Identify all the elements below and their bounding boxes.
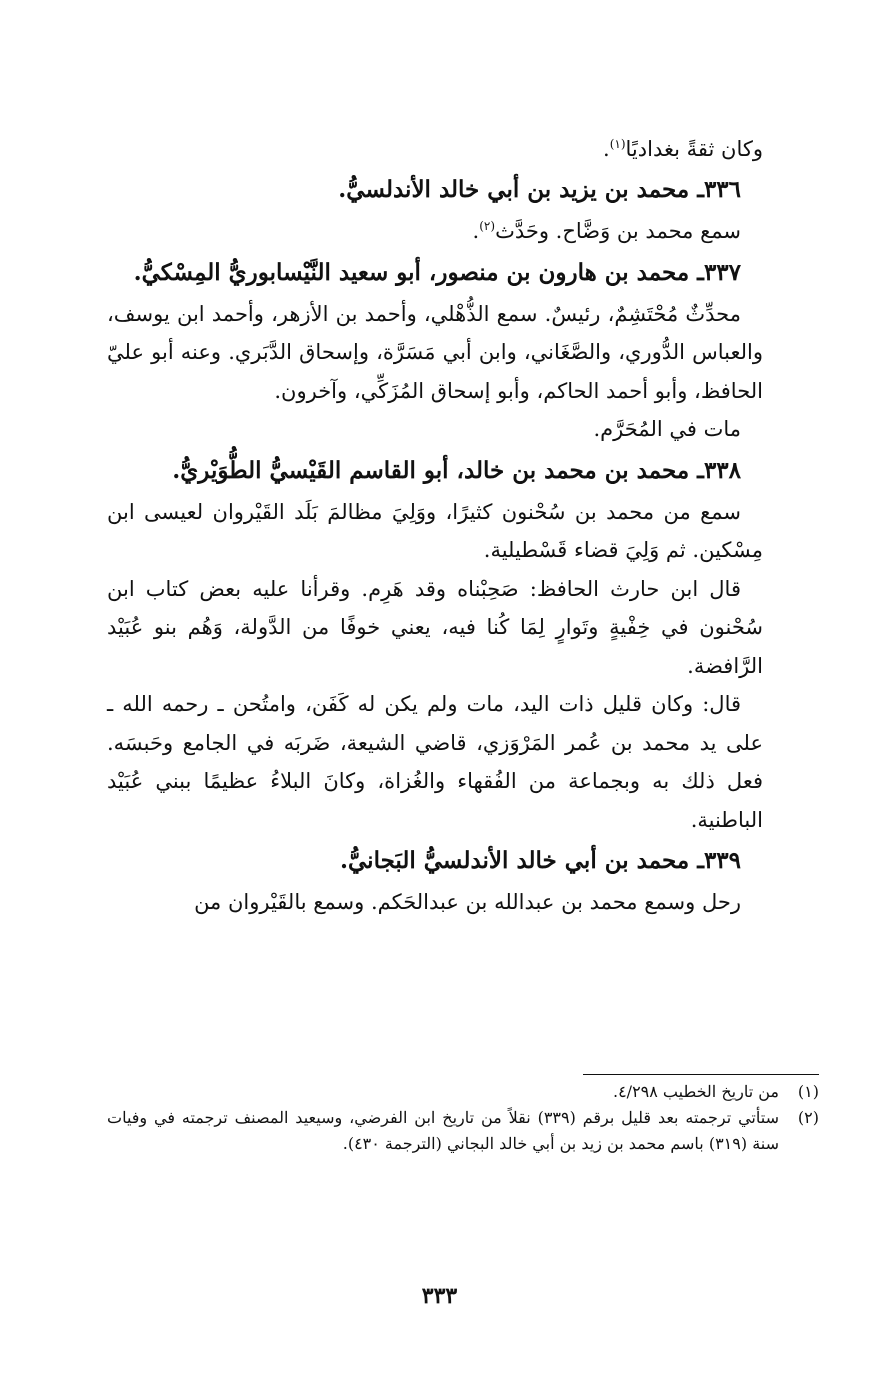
continuation-tail: .	[603, 137, 610, 161]
entry-336-text: سمع محمد بن وَضَّاح. وحَدَّث	[495, 219, 741, 243]
entry-336-body	[107, 212, 763, 251]
main-text	[107, 130, 763, 922]
footnote-text: ستأتي ترجمته بعد قليل برقم (٣٣٩) نقلاً من تاريخ ابن الفرضي، وسيعيد المصنف ترجمته في وفيات سنة (٣١٩) باسم محمد بن زيد بن أبي خالد البجاني (الترجمة ٤٣٠).	[107, 1108, 779, 1153]
entry-337-heading: ٣٣٧ـ محمد بن هارون بن منصور، أبو سعيد النَّيْسابوريُّ المِسْكيُّ.	[133, 258, 741, 286]
footnote-separator	[583, 1074, 819, 1075]
entry-339-heading: ٣٣٩ـ محمد بن أبي خالد الأندلسيُّ البَجانيُّ.	[339, 847, 741, 874]
footnote-number: (١)	[797, 1082, 819, 1101]
entry-337-body: محدِّثٌ مُحْتَشِمٌ، رئيسٌ. سمع الذُّهْلي، وأحمد بن الأزهر، وأحمد ابن يوسف، والعباس الدُّوري، والصَّغَاني، وابن أبي مَسَرَّة، وإسحاق الدَّبَري. وعنه أبو عليّ الحافظ، وأبو أحمد الحاكم، وأبو إسحاق المُزَكِّي، وآخرون.	[107, 301, 763, 403]
footnote-text: من تاريخ الخطيب ٤/٢٩٨.	[612, 1082, 779, 1101]
footnote-ref-2: (٢)	[479, 219, 496, 233]
footnote-2	[107, 1105, 819, 1157]
entry-339-body: رحل وسمع محمد بن عبدالله بن عبدالحَكم. وسمع بالقَيْروان من	[194, 890, 741, 914]
entry-337-death: مات في المُحَرَّم.	[593, 417, 741, 441]
footnote-1	[107, 1079, 819, 1105]
entry-338-body-3: قال: وكان قليل ذات اليد، مات ولم يكن له كَفَن، وامتُحن ـ رحمه الله ـ على يد محمد بن عُمر المَرْوَزي، قاضي الشيعة، ضَربَه في الجامع وحَبسَه. فعل ذلك به وبجماعة من الفُقهاء والغُزاة، وكانَ البلاءُ عظيمًا ببني عُبَيْد الباطنية.	[107, 692, 763, 832]
page-number: ٣٣٣	[421, 1283, 458, 1309]
entry-338-heading: ٣٣٨ـ محمد بن محمد بن خالد، أبو القاسم القَيْسيُّ الطُّوَيْريُّ.	[172, 456, 741, 484]
footnote-rule-wrap	[107, 1060, 819, 1079]
continuation-line	[107, 130, 763, 168]
entry-338-body-2: قال ابن حارث الحافظ: صَحِبْناه وقد هَرِم. وقرأنا عليه بعض كتاب ابن سُحْنون في خِفْيةٍ وتَوارٍ لِمَا كُنا فيه، يعني خوفًا من الدَّولة، وَهُم بنو عُبَيْد الرَّافضة.	[107, 576, 763, 678]
entry-336-heading: ٣٣٦ـ محمد بن يزيد بن أبي خالد الأندلسيُّ.	[338, 176, 741, 203]
footnotes	[107, 1060, 819, 1157]
footnote-number: (٢)	[797, 1108, 819, 1127]
entry-338-body-1: سمع من محمد بن سُحْنون كثيرًا، ووَلِيَ مظالمَ بَلَد القَيْروان لعيسى ابن مِسْكين. ثم وَلِيَ قضاء قَسْطيلية.	[107, 499, 763, 562]
continuation-text: وكان ثقةً بغداديًا	[625, 137, 763, 161]
entry-336-tail: .	[472, 219, 480, 243]
footnote-ref-1: (١)	[609, 137, 626, 151]
